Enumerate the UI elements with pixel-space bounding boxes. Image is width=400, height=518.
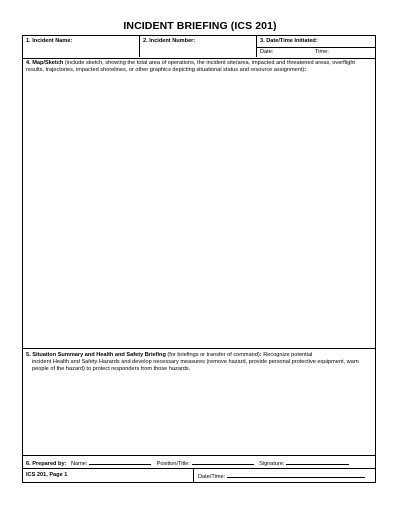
date-time-initiated-field bbox=[257, 36, 375, 57]
prepared-by-label: 6. Prepared by: bbox=[26, 461, 67, 467]
header-row bbox=[23, 36, 375, 59]
incident-name-field[interactable] bbox=[23, 36, 140, 57]
footer-date-time-label: Date/Time: bbox=[198, 474, 226, 480]
signature-input[interactable] bbox=[286, 459, 349, 465]
date-time-divider bbox=[257, 47, 375, 48]
map-sketch-colon: : bbox=[304, 67, 307, 73]
time-input[interactable]: Time: bbox=[315, 49, 329, 55]
incident-number-field[interactable] bbox=[140, 36, 257, 57]
footer-row bbox=[23, 469, 375, 482]
map-sketch-instructions: (include sketch, showing the total area of operations, the incident site/area, impacted and threatened areas, overflight results, trajectories, impacted shorelines, or other graphics depicting situational status and resource assignment) bbox=[26, 60, 355, 73]
situation-summary-instructions-2: incident Health and Safety Hazards and develop necessary measures (remove hazard, provide personal protective equipment, warn people of the hazard) to protect responders from those hazards. bbox=[32, 359, 359, 372]
position-title-input[interactable] bbox=[192, 459, 254, 465]
footer-date-time bbox=[194, 469, 375, 482]
situation-summary-colon: : bbox=[259, 352, 262, 358]
name-label: Name: bbox=[70, 461, 88, 467]
prepared-by-row bbox=[23, 456, 375, 469]
date-time-initiated-label: 3. Date/Time Initiated: bbox=[260, 38, 318, 44]
map-sketch-label: 4. Map/Sketch bbox=[26, 60, 64, 66]
date-input[interactable]: Date: bbox=[260, 49, 274, 55]
page-label: ICS 201, Page 1 bbox=[23, 469, 194, 482]
position-title-label: Position/Title: bbox=[156, 461, 190, 467]
ics-201-form bbox=[22, 35, 376, 483]
situation-summary-label: 5. Situation Summary and Health and Safety Briefing bbox=[26, 352, 166, 358]
incident-name-label: 1. Incident Name: bbox=[26, 38, 73, 44]
situation-summary-note: (for briefings or transfer of command) bbox=[165, 352, 260, 358]
name-input[interactable] bbox=[89, 459, 151, 465]
situation-summary-area[interactable] bbox=[23, 349, 375, 456]
form-title: INCIDENT BRIEFING (ICS 201) bbox=[123, 20, 277, 32]
footer-date-time-input[interactable] bbox=[227, 472, 365, 478]
situation-summary-instructions-1: Recognize potential bbox=[261, 352, 313, 358]
incident-number-label: 2. Incident Number: bbox=[143, 38, 196, 44]
signature-label: Signature: bbox=[259, 461, 285, 467]
map-sketch-area[interactable] bbox=[23, 58, 375, 349]
